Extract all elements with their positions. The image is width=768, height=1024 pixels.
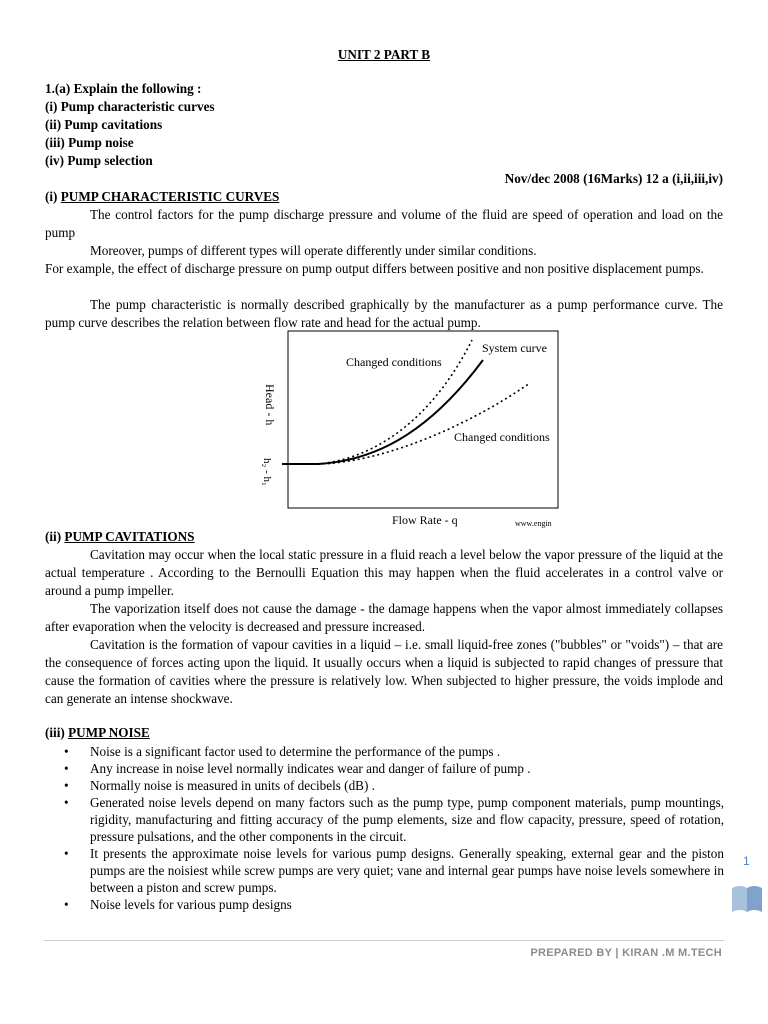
section3-prefix: (iii) — [45, 725, 69, 740]
question-item-1: (i) Pump characteristic curves — [45, 99, 215, 114]
page-title: UNIT 2 PART B — [337, 47, 431, 62]
section3-heading — [45, 724, 723, 742]
section1-paragraph-4: The pump characteristic is normally described graphically by the manufacturer as a pump performance curve. The pump curve describes the relation between flow rate and head for the actual pump. — [45, 297, 723, 330]
changed-conditions-lower-label: Changed conditions — [454, 430, 550, 444]
question-item-3: (iii) Pump noise — [45, 135, 134, 150]
section1-paragraph-2: Moreover, pumps of different types will operate differently under similar conditions. — [90, 243, 537, 258]
system-curve — [282, 360, 483, 464]
section2-heading — [45, 528, 723, 546]
question-item-2: (ii) Pump cavitations — [45, 117, 163, 132]
section1-paragraph-1: The control factors for the pump discharge pressure and volume of the fluid are speed of operation and load on the pump — [45, 207, 723, 240]
question-item-4: (iv) Pump selection — [45, 153, 153, 168]
y-intercept-label: h₂ - h₁ — [261, 458, 273, 486]
y-axis-label: Head - h — [263, 384, 277, 426]
list-item: • Any increase in noise level normally indicates wear and danger of failure of pump . — [64, 760, 724, 777]
x-axis-label: Flow Rate - q — [392, 513, 458, 527]
section1-prefix: (i) — [45, 189, 61, 204]
page-number: 1 — [743, 854, 750, 868]
system-curve-label: System curve — [482, 341, 547, 355]
section2-prefix: (ii) — [45, 529, 65, 544]
page-corner-icon — [728, 882, 766, 916]
list-item: • It presents the approximate noise levels for various pump designs. Generally speaking, external gear and the piston pumps are the noisiest while screw pumps are very quiet; vane and internal gear pumps have noise levels somewhere in between a piston and screw pumps. — [64, 845, 724, 896]
changed-conditions-upper-label: Changed conditions — [346, 355, 442, 369]
noise-bullet-list — [64, 743, 724, 913]
section2-title: PUMP CAVITATIONS — [64, 529, 195, 544]
list-item: • Noise is a significant factor used to determine the performance of the pumps . — [64, 743, 724, 760]
figure-watermark: www.engin — [515, 519, 552, 528]
section2-paragraph-2: The vaporization itself does not cause the damage - the damage happens when the vapor almost immediately collapses after evaporation when the velocity is decreased and pressure increased. — [45, 601, 723, 634]
footer-divider — [44, 940, 724, 941]
section1-paragraph-3: For example, the effect of discharge pressure on pump output differs between positive and non positive displacement pumps. — [45, 261, 704, 276]
section2-paragraph-3: Cavitation is the formation of vapour cavities in a liquid – i.e. small liquid-free zones ("bubbles" or "voids") – that are the consequence of forces acting upon the liquid. It usually occurs when a liquid is subjected to rapid changes of pressure that cause the formation of cavities where the pressure is relatively low. When subjected to higher pressure, the voids implode and can generate an intense shockwave. — [45, 637, 723, 706]
list-item: • Normally noise is measured in units of decibels (dB) . — [64, 777, 724, 794]
section2-paragraph-1: Cavitation may occur when the local static pressure in a fluid reach a level below the vapor pressure of the liquid at the actual temperature . According to the Bernoulli Equation this may happen when the fluid accelerates in a control valve or around a pump impeller. — [45, 547, 723, 598]
section1-title: PUMP CHARACTERISTIC CURVES — [60, 189, 280, 204]
list-item: • Noise levels for various pump designs — [64, 896, 724, 913]
pump-curve-figure — [250, 328, 570, 534]
prepared-by: PREPARED BY | KIRAN .M M.TECH — [530, 947, 722, 959]
section3-title: PUMP NOISE — [68, 725, 150, 740]
exam-reference: Nov/dec 2008 (16Marks) 12 a (i,ii,iii,iv) — [504, 171, 723, 186]
question-lead: 1.(a) Explain the following : — [45, 81, 202, 96]
list-item: • Generated noise levels depend on many factors such as the pump type, pump component materials, pump mountings, rigidity, manufacturing and fitting accuracy of the pump elements, size and flow capacity, pressure, speed of rotation, pressure pulsations, and the other components in the circuit. — [64, 794, 724, 845]
section1-heading — [45, 188, 723, 206]
